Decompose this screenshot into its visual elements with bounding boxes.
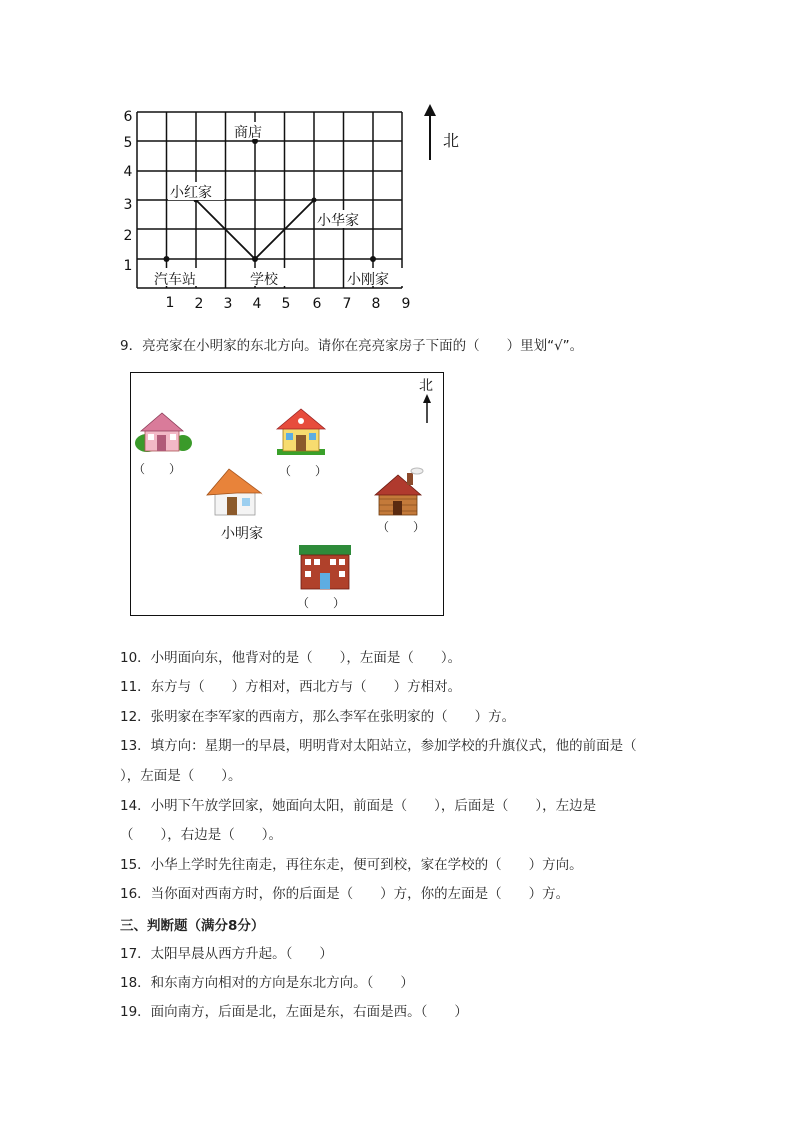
xiaohua-point [312, 198, 317, 203]
label-xiaohua: 小华家 [317, 213, 359, 229]
center-label: 小明家 [221, 526, 263, 542]
q9-north-label: 北 [419, 378, 433, 394]
x-tick: 5 [281, 296, 291, 312]
question-9: 9．亮亮家在小明家的东北方向。请你在亮亮家房子下面的（ ）里划“√”。 [120, 338, 584, 354]
question-11: 11．东方与（ ）方相对，西北方与（ ）方相对。 [120, 679, 462, 695]
question-15: 15．小华上学时先往南走，再往东走，便可到校，家在学校的（ ）方向。 [120, 857, 583, 873]
house-icon-cabin [375, 468, 423, 515]
label-xiaogang: 小刚家 [347, 272, 389, 288]
section-title-judge: 三、判断题（满分8分） [120, 918, 265, 934]
q9-north-arrow [423, 394, 431, 423]
y-tick: 2 [123, 228, 133, 244]
house-icon-school [299, 545, 351, 589]
y-tick: 5 [123, 135, 133, 151]
y-tick: 1 [123, 258, 133, 274]
y-tick: 3 [123, 197, 133, 213]
label-shop: 商店 [234, 125, 262, 141]
question-12: 12．张明家在李军家的西南方，那么李军在张明家的（ ）方。 [120, 709, 516, 725]
x-tick: 1 [165, 295, 175, 311]
paren-3: （ ） [377, 520, 426, 534]
x-tick: 8 [371, 296, 381, 312]
label-station: 汽车站 [154, 272, 196, 288]
label-school: 学校 [250, 272, 278, 288]
x-tick: 2 [194, 296, 204, 312]
xiaogang-point [370, 256, 376, 262]
question-14-cont: （ ），右边是（ ）。 [120, 827, 282, 843]
question-13-cont: ），左面是（ ）。 [120, 768, 242, 784]
label-xiaohong: 小红家 [170, 185, 212, 201]
question-13: 13．填方向：星期一的早晨，明明背对太阳站立，参加学校的升旗仪式，他的前面是（ [120, 738, 637, 754]
paren-1: （ ） [133, 462, 182, 476]
question-19: 19．面向南方，后面是北，左面是东，右面是西。（ ） [120, 1004, 468, 1020]
question-17: 17．太阳早晨从西方升起。（ ） [120, 946, 333, 962]
x-tick: 6 [312, 296, 322, 312]
grid-map [110, 100, 490, 315]
x-tick: 3 [223, 296, 233, 312]
paren-4: （ ） [297, 596, 346, 610]
house-icon-pink [135, 413, 192, 452]
x-tick: 9 [401, 296, 411, 312]
x-tick: 4 [252, 296, 262, 312]
house-icon-xiaoming [207, 469, 263, 515]
y-tick: 6 [123, 109, 133, 125]
house-icon-yellow [277, 409, 325, 455]
q9-figure [130, 372, 444, 616]
north-label: 北 [443, 131, 460, 150]
x-tick: 7 [342, 296, 352, 312]
north-arrow [424, 104, 436, 160]
y-tick: 4 [123, 164, 133, 180]
question-14: 14．小明下午放学回家，她面向太阳，前面是（ ），后面是（ ），左边是 [120, 798, 597, 814]
question-16: 16．当你面对西南方时，你的后面是（ ）方，你的左面是（ ）方。 [120, 886, 570, 902]
paren-2: （ ） [279, 464, 328, 478]
school-point [252, 256, 258, 262]
station-point [164, 256, 170, 262]
question-10: 10．小明面向东，他背对的是（ ），左面是（ ）。 [120, 650, 462, 666]
question-18: 18．和东南方向相对的方向是东北方向。（ ） [120, 975, 414, 991]
